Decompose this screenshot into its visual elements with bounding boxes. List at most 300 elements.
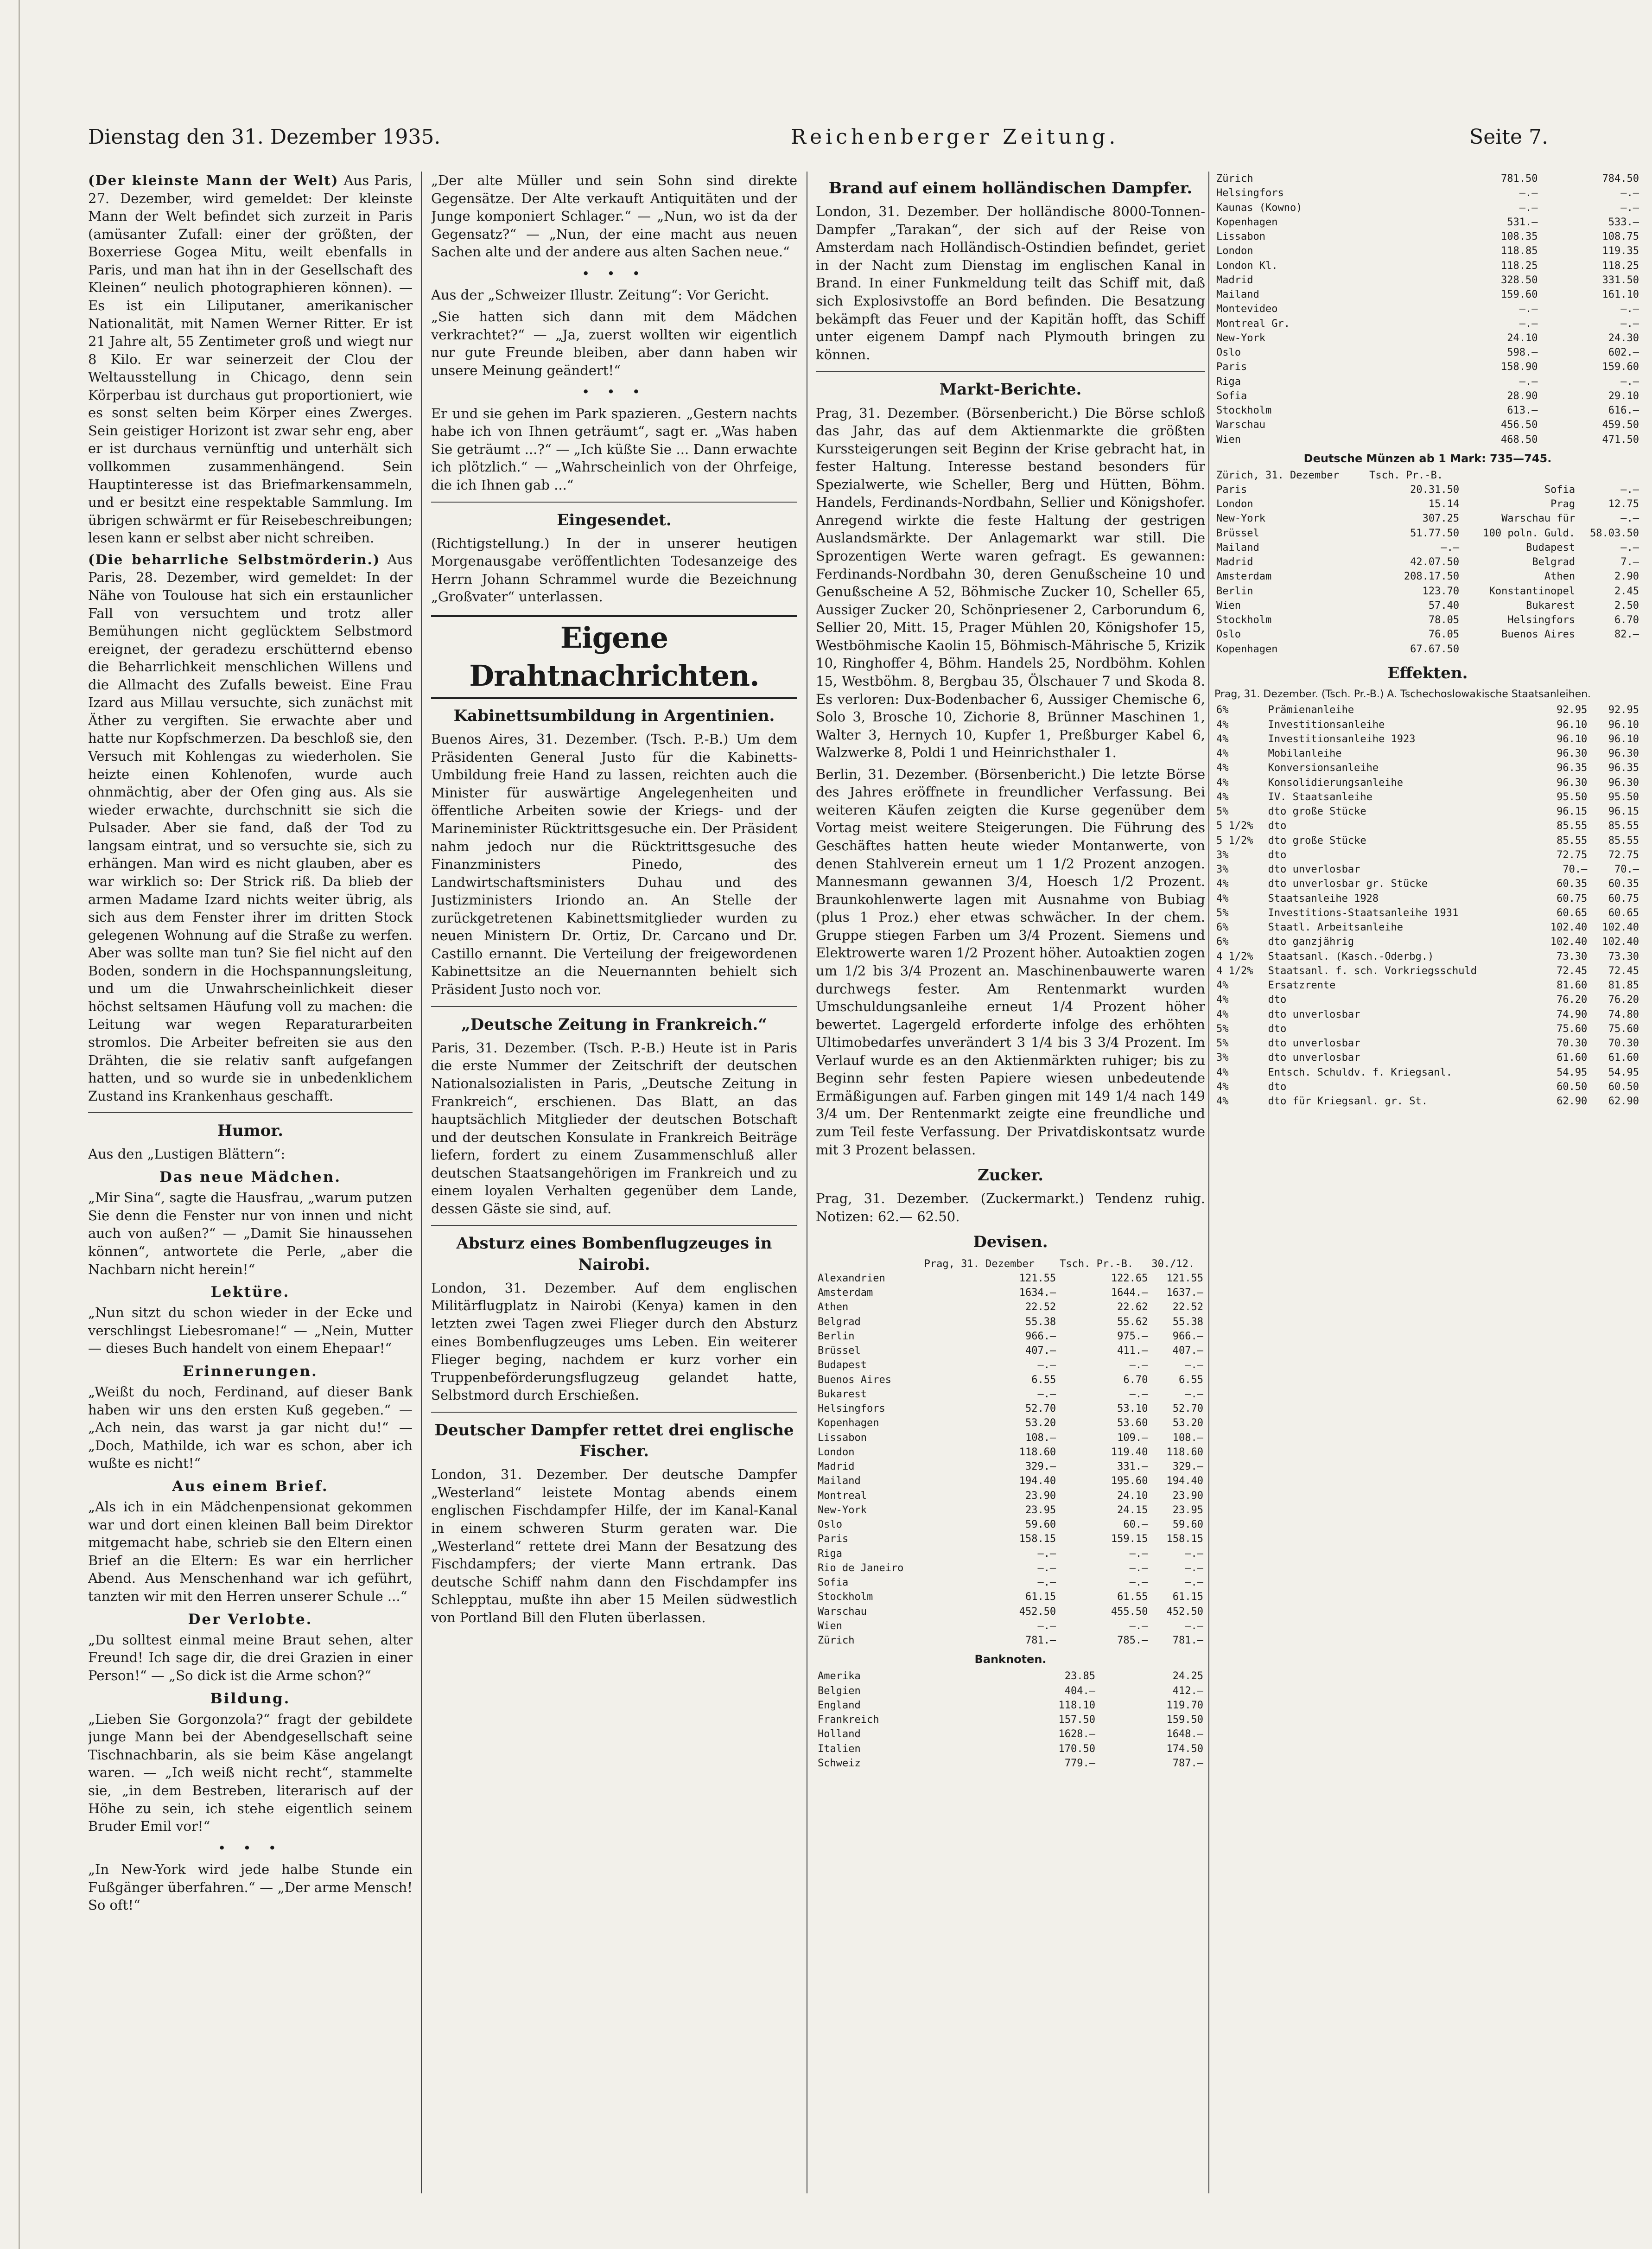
table-cell: Madrid bbox=[818, 1461, 855, 1473]
table-cell: 24.10 bbox=[1117, 1490, 1148, 1502]
table-cell: 329.— bbox=[1172, 1461, 1203, 1473]
table-cell: Paris bbox=[818, 1533, 849, 1545]
table-header-cell bbox=[816, 1257, 922, 1271]
table-row bbox=[816, 1489, 1205, 1503]
table-row bbox=[1214, 906, 1641, 920]
table-row bbox=[816, 1698, 1205, 1713]
table-row bbox=[1214, 1007, 1641, 1022]
anecdote-source: Aus der „Schweizer Illustr. Zeitung“: Vor Gericht. bbox=[431, 287, 769, 303]
column-rule bbox=[421, 172, 422, 2193]
table-cell: 2.50 bbox=[1614, 599, 1639, 612]
table-cell: Sofia bbox=[818, 1577, 849, 1589]
joke-title: Bildung. bbox=[210, 1690, 291, 1707]
table-cell: —.— bbox=[1441, 542, 1460, 554]
separator bbox=[431, 1225, 797, 1226]
table-row bbox=[816, 1575, 1205, 1590]
table-row bbox=[1214, 790, 1641, 804]
table-row bbox=[1214, 360, 1641, 374]
table-cell: 60.75 bbox=[1557, 892, 1588, 905]
table-cell: 61.15 bbox=[1025, 1591, 1056, 1603]
table-cell: 102.40 bbox=[1550, 922, 1588, 934]
table-cell: 533.— bbox=[1608, 216, 1639, 228]
table-cell: 96.30 bbox=[1608, 777, 1639, 789]
table-cell: 452.50 bbox=[1166, 1606, 1203, 1618]
table-cell: 108.35 bbox=[1501, 231, 1538, 242]
table-cell: 60.35 bbox=[1557, 878, 1588, 890]
table-cell: 72.45 bbox=[1608, 965, 1639, 977]
table-cell: 4 1/2% bbox=[1216, 950, 1253, 962]
table-cell: —.— bbox=[1185, 1577, 1203, 1589]
table-cell: 96.10 bbox=[1608, 733, 1639, 745]
table-cell: Staatl. Arbeitsanleihe bbox=[1268, 922, 1404, 934]
table-row bbox=[816, 1633, 1205, 1648]
table-cell: 61.60 bbox=[1557, 1052, 1588, 1064]
table-row bbox=[816, 1300, 1205, 1314]
column-3 bbox=[816, 172, 1205, 2193]
table-cell bbox=[1577, 642, 1641, 656]
table-cell: 72.75 bbox=[1608, 849, 1639, 861]
table-cell: Holland bbox=[818, 1728, 861, 1740]
table-row bbox=[1214, 584, 1641, 599]
table-cell: —.— bbox=[1037, 1548, 1056, 1560]
table-cell: 24.25 bbox=[1172, 1670, 1203, 1682]
table-row bbox=[1214, 718, 1641, 732]
table-cell: Frankreich bbox=[818, 1714, 879, 1726]
table-row bbox=[1214, 331, 1641, 345]
table-cell: 96.30 bbox=[1608, 748, 1639, 760]
article-body: London, 31. Dezember. Der holländische 8000-Tonnen-Dampfer „Tarakan“, der sich auf der Reise von Amsterdam nach Holländisch-Ostindien befindet, geriet in der Nacht zum Dienstag im englischen Kanal in Brand. In einer Funkmeldung teilt das Schiff mit, daß sich Explosivstoffe an Bord befinden. Die Besatzung bekämpft das Feuer und der Kapitän hofft, das Schiff unter eigenem Dampf nach Plymouth bringen zu können. bbox=[816, 204, 1205, 363]
joke-title: Der Verlobte. bbox=[188, 1611, 313, 1628]
table-row bbox=[1214, 703, 1641, 717]
table-cell: 52.70 bbox=[1025, 1403, 1056, 1415]
table-cell: 159.60 bbox=[1501, 289, 1538, 300]
table-row bbox=[1214, 993, 1641, 1007]
table-cell: Kopenhagen bbox=[818, 1417, 879, 1429]
table-cell: 4% bbox=[1216, 762, 1229, 774]
headline: Brand auf einem holländischen Dampfer. bbox=[828, 179, 1193, 198]
table-row bbox=[1214, 201, 1641, 215]
table-cell: dto unverlosbar bbox=[1268, 1038, 1360, 1050]
table-cell: 54.95 bbox=[1608, 1066, 1639, 1078]
table-cell: —.— bbox=[1620, 513, 1639, 525]
table-cell: Staatsanleihe 1928 bbox=[1268, 892, 1379, 905]
securities-table bbox=[1214, 703, 1641, 1109]
table-cell: 4% bbox=[1216, 777, 1229, 789]
sugar-report: Prag, 31. Dezember. (Zuckermarkt.) Tendenz ruhig. Notizen: 62.— 62.50. bbox=[816, 1191, 1205, 1224]
table-cell: 60.50 bbox=[1608, 1081, 1639, 1093]
paragraph-body: Aus Paris, 28. Dezember, wird gemeldet: In der Nähe von Toulouse hat sich ein erstaunlicher Fall von versuchtem und trotz aller Bemühungen nicht geglücktem Selbstmord ereignet, der geradezu erschütternd ebenso die Beharrlichkeit menschlichen Willens und die Allmacht des Zufalls beweist. Eine Frau Izard aus Millau versuchte, sich zunächst mit Äther zu vergiften. Sie erwachte aber und hatte nur Kopfschmerzen. Da beschloß sie, den Versuch mit Kohlengas zu wiederholen. Sie heizte einen Kohlenofen, wurde auch ohnmächtig, aber der Ofen ging aus. Als sie wieder erwachte, durchschnitt sie sich die Pulsader. Aber sie fand, daß der Tod zu langsam eintrat, und so versuchte sie, sich zu erhängen. Man wird es nicht glauben, aber es war wirklich so: Der Strick riß. Da blieb der armen Madame Izard nichts weiter übrig, als sich aus dem Fenster ihrer im dritten Stock gelegenen Wohnung auf die Straße zu werfen. Aber was sollte man tun? Sie fiel nicht auf den Boden, sondern in die Hochspannungsleitung, und um die Unwahrscheinlichkeit dieser höchst seltsamen Häufung voll zu machen: die Leitung war wegen Reparaturarbeiten stromlos. Die Arbeiter befreiten sie aus den Drähten, die sie relativ sanft aufgefangen hatten, und so wurde sie in unbedenklichem Zustand ins Krankenhaus geschafft. bbox=[88, 551, 413, 1104]
table-row bbox=[1214, 511, 1641, 526]
table-cell: 157.50 bbox=[1058, 1714, 1095, 1726]
table-cell: 53.60 bbox=[1117, 1417, 1148, 1429]
table-row bbox=[816, 1561, 1205, 1575]
table-cell: Italien bbox=[818, 1743, 861, 1755]
table-cell: Warschau bbox=[1216, 419, 1265, 431]
table-row bbox=[1214, 287, 1641, 302]
table-cell: —.— bbox=[1519, 303, 1538, 315]
table-cell: 174.50 bbox=[1166, 1743, 1203, 1755]
table-cell: 62.90 bbox=[1608, 1096, 1639, 1108]
table-cell: 331.50 bbox=[1602, 274, 1639, 286]
table-cell: —.— bbox=[1620, 187, 1639, 199]
table-cell: —.— bbox=[1620, 376, 1639, 388]
joke-body: „Mir Sina“, sagte die Hausfrau, „warum putzen Sie denn die Fenster nur von innen und nicht auch von außen?“ — „Damit Sie hinaussehen können“, antwortete die Perle, „aber die Nachbarn nicht herein!“ bbox=[88, 1190, 413, 1277]
table-cell: 5% bbox=[1216, 1038, 1229, 1050]
table-row bbox=[1214, 613, 1641, 627]
table-row bbox=[816, 1387, 1205, 1402]
table-cell: 5% bbox=[1216, 806, 1229, 818]
table-cell: 329.— bbox=[1025, 1461, 1056, 1473]
table-cell: 1644.— bbox=[1111, 1287, 1148, 1299]
table-cell: —.— bbox=[1129, 1548, 1148, 1560]
table-cell: Montreal Gr. bbox=[1216, 318, 1290, 330]
table-cell: 119.35 bbox=[1602, 245, 1639, 257]
table-cell: 61.15 bbox=[1172, 1591, 1203, 1603]
table-cell: 28.90 bbox=[1507, 390, 1538, 402]
article-smallest-man bbox=[88, 172, 413, 547]
table-cell: Amerika bbox=[818, 1670, 861, 1682]
table-cell: Berlin bbox=[1216, 585, 1253, 597]
table-row bbox=[1214, 403, 1641, 418]
table-row bbox=[1214, 418, 1641, 432]
table-cell: —.— bbox=[1620, 202, 1639, 214]
table-cell: Kaunas (Kowno) bbox=[1216, 202, 1303, 214]
joke-body: „Nun sitzt du schon wieder in der Ecke und verschlingst Liebesromane!“ — „Nein, Mutter — dieses Buch handelt von einem Ehepaar!“ bbox=[88, 1305, 413, 1357]
table-cell: 74.90 bbox=[1557, 1008, 1588, 1020]
table-cell: 118.85 bbox=[1501, 245, 1538, 257]
table-cell: Oslo bbox=[1216, 347, 1241, 358]
table-cell: 4% bbox=[1216, 1096, 1229, 1108]
table-row bbox=[1214, 273, 1641, 287]
table-cell: 75.60 bbox=[1608, 1023, 1639, 1035]
separator bbox=[431, 502, 797, 503]
table-row bbox=[1214, 389, 1641, 403]
table-row bbox=[816, 1329, 1205, 1344]
table-cell: 4 1/2% bbox=[1216, 965, 1253, 977]
table-cell: 22.52 bbox=[1025, 1301, 1056, 1313]
table-cell: Paris bbox=[1216, 484, 1247, 496]
table-row bbox=[816, 1727, 1205, 1741]
table-cell: dto bbox=[1268, 849, 1287, 861]
table-cell: 781.— bbox=[1025, 1635, 1056, 1647]
table-cell: 109.— bbox=[1117, 1432, 1148, 1444]
table-cell: 4% bbox=[1216, 1081, 1229, 1093]
separator-dots: • • • bbox=[582, 384, 647, 400]
table-cell: dto für Kriegsanl. gr. St. bbox=[1268, 1096, 1428, 1108]
table-cell: 29.10 bbox=[1608, 390, 1639, 402]
table-row bbox=[1214, 172, 1641, 186]
table-cell: Amsterdam bbox=[1216, 571, 1272, 583]
table-row bbox=[816, 1669, 1205, 1683]
table-cell: 20.31.50 bbox=[1410, 484, 1460, 496]
table-cell: 6.55 bbox=[1031, 1374, 1056, 1386]
table-cell: —.— bbox=[1129, 1359, 1148, 1371]
table-cell: Helsingfors bbox=[818, 1403, 885, 1415]
table-cell: —.— bbox=[1129, 1388, 1148, 1400]
article-body: London, 31. Dezember. Der deutsche Dampfer „Westerland“ leistete Montag abends einem englischen Fischdampfer Hilfe, der im Kanal-Kanal in einem schweren Sturm geraten war. Die „Westerland“ rettete drei Mann der Besatzung des Fischdampfers; der vierte Mann ertrank. Das deutsche Schiff nahm dann den Fischdampfer ins Schlepptau, mußte ihn aber 15 Meilen südwestlich von Portland Bill den Fluten überlassen. bbox=[431, 1466, 797, 1625]
table-cell: —.— bbox=[1037, 1359, 1056, 1371]
table-cell: 4% bbox=[1216, 1066, 1229, 1078]
table-cell: 5% bbox=[1216, 907, 1229, 919]
table-row bbox=[816, 1503, 1205, 1517]
table-row bbox=[1214, 541, 1641, 555]
table-cell: 85.55 bbox=[1608, 820, 1639, 832]
table-cell: dto bbox=[1268, 1023, 1287, 1035]
table-cell: Buenos Aires bbox=[1501, 629, 1576, 641]
table-cell: Prag bbox=[1550, 498, 1576, 510]
table-row bbox=[816, 1431, 1205, 1445]
table-cell: 78.05 bbox=[1428, 614, 1460, 626]
table-row bbox=[816, 1373, 1205, 1387]
table-cell: Amsterdam bbox=[818, 1287, 873, 1299]
market-report-prague: Prag, 31. Dezember. (Börsenbericht.) Die Börse schloß das Jahr, das auf dem Aktienmarkte die größten Kurssteigerungen seit Beginn der Krise gebracht hat, in fester Haltung. Interesse bestand besonders für Spezialwerte, wie Scheller, Berg und Hütten, Böhm. Handels, Ferdinands-Nordbahn, Sellier und Königshofer. Anregend wirkte die feste Haltung der gestrigen Auslandsmärkte. Der Anlagemarkt war still. Die Sprozentigen Werte waren gefragt. Es gewannen: Ferdinands-Nordbahn 30, deren Genußscheine 10 und Genußscheine A 52, Böhmische Zucker 10, Scheller 65, Aussiger Zucker 20, Schönpriesener 2, Carborundum 6, Sellier 20, Mitt. 15, Prager Mühlen 20, Königshofer 15, Westböhmische Kaolin 15, Böhmisch-Mährische 5, Krizik 10, Ringhoffer 4, Böhm. Handels 25, Nordböhm. Kohlen 15, Westböhm. 8, Bergbau 35, Ölschauer 7 und Skoda 8. Es verloren: Dux-Bodenbacher 6, Aussiger Chemische 6, Solo 3, Brosche 10, Zichorie 8, Brünner Maschinen 1, Walter 3, Hernych 10, Kupfer 1, Preßburger Kabel 6, Walzwerke 8, Poldi 1 und Heinrichsthaler 1. bbox=[816, 405, 1205, 761]
table-cell: 24.30 bbox=[1608, 332, 1639, 344]
table-row bbox=[816, 1358, 1205, 1372]
table-cell: 975.— bbox=[1117, 1330, 1148, 1342]
table-row bbox=[816, 1315, 1205, 1329]
table-cell: 73.30 bbox=[1608, 950, 1639, 962]
table-cell: 55.38 bbox=[1172, 1316, 1203, 1328]
table-row bbox=[1214, 244, 1641, 258]
table-cell: New-York bbox=[818, 1504, 867, 1516]
table-cell: dto große Stücke bbox=[1268, 835, 1366, 847]
headline: Kabinettsumbildung in Argentinien. bbox=[453, 706, 775, 725]
table-cell: 195.60 bbox=[1111, 1475, 1148, 1487]
column-4 bbox=[1214, 172, 1641, 2193]
column-rule bbox=[1208, 172, 1209, 2193]
table-row bbox=[1214, 877, 1641, 891]
table-cell: 55.62 bbox=[1117, 1316, 1148, 1328]
table-cell: 161.10 bbox=[1602, 289, 1639, 300]
table-cell: 118.25 bbox=[1501, 260, 1538, 272]
table-cell: 602.— bbox=[1608, 347, 1639, 358]
table-cell: —.— bbox=[1129, 1620, 1148, 1632]
table-cell: 158.15 bbox=[1166, 1533, 1203, 1545]
table-row bbox=[1214, 1094, 1641, 1109]
table-cell: 471.50 bbox=[1602, 433, 1639, 446]
table-cell: 24.15 bbox=[1117, 1504, 1148, 1516]
page-header bbox=[88, 118, 1548, 155]
table-cell: —.— bbox=[1037, 1388, 1056, 1400]
table-cell: 96.30 bbox=[1557, 777, 1588, 789]
table-cell: 784.50 bbox=[1602, 173, 1639, 185]
table-cell: 1634.— bbox=[1019, 1287, 1056, 1299]
joke-body: „Als ich in ein Mädchenpensionat gekommen war und dort einen kleinen Ball beim Direktor mitgemacht habe, schrieb sie den Eltern einen Brief an die Eltern: Es war ein herrlicher Abend. Aus Menschenhand war ich geführt, tanzten wir mit den Herren unserer Schule ...“ bbox=[88, 1499, 413, 1605]
table-cell: Investitionsanleihe bbox=[1268, 719, 1385, 731]
table-row bbox=[816, 1459, 1205, 1474]
table-row bbox=[816, 1344, 1205, 1358]
table-cell: 4% bbox=[1216, 791, 1229, 803]
table-cell: Athen bbox=[1544, 571, 1576, 583]
headline: Absturz eines Bombenflugzeuges in Nairobi. bbox=[456, 1234, 772, 1274]
table-cell: 96.10 bbox=[1608, 719, 1639, 731]
table-row bbox=[1214, 892, 1641, 906]
table-row bbox=[1214, 599, 1641, 613]
table-header-cell: 30./12. bbox=[1151, 1258, 1195, 1270]
table-row bbox=[1214, 215, 1641, 229]
table-row bbox=[1214, 1022, 1641, 1036]
table-cell: Konstantinopel bbox=[1489, 585, 1576, 597]
table-cell: —.— bbox=[1620, 318, 1639, 330]
joke-body: „Lieben Sie Gorgonzola?“ fragt der gebildete junge Mann bei der Abendgesellschaft seine Tischnachbarin, als sie beim Käse angelangt waren. — „Ich weiß nicht recht“, stammelte sie, „in dem Bestreben, literarisch auf der Höhe zu sein, ich stehe eigentlich seinem Bruder Emil vor!“ bbox=[88, 1711, 413, 1835]
table-cell: Zürich bbox=[1216, 173, 1253, 185]
table-row bbox=[816, 1474, 1205, 1488]
table-cell: 54.95 bbox=[1557, 1066, 1588, 1078]
humor-source: Aus den „Lustigen Blättern“: bbox=[88, 1146, 286, 1162]
table-cell: 4% bbox=[1216, 733, 1229, 745]
section-title-sugar: Zucker. bbox=[977, 1166, 1044, 1185]
table-cell: 613.— bbox=[1507, 405, 1538, 416]
table-cell: 468.50 bbox=[1501, 433, 1538, 446]
table-row bbox=[816, 1605, 1205, 1619]
table-cell: 118.25 bbox=[1602, 260, 1639, 272]
table-cell: 331.— bbox=[1117, 1461, 1148, 1473]
table-row bbox=[1214, 964, 1641, 978]
table-cell: Montevideo bbox=[1216, 303, 1278, 315]
table-header-cell: Tsch. Pr.-B. bbox=[1369, 469, 1443, 481]
table-cell: 531.— bbox=[1507, 216, 1538, 228]
table-cell: 76.20 bbox=[1608, 994, 1639, 1006]
table-cell: 785.— bbox=[1117, 1635, 1148, 1647]
table-cell: dto unverlosbar gr. Stücke bbox=[1268, 878, 1428, 890]
table-cell: 4% bbox=[1216, 980, 1229, 992]
table-cell: 4% bbox=[1216, 1008, 1229, 1020]
table-cell: Belgrad bbox=[1532, 556, 1576, 568]
table-cell: —.— bbox=[1037, 1577, 1056, 1589]
table-cell: 7.— bbox=[1620, 556, 1639, 568]
table-cell: Brüssel bbox=[818, 1345, 861, 1357]
table-cell: dto große Stücke bbox=[1268, 806, 1366, 818]
table-cell: 118.60 bbox=[1019, 1446, 1056, 1458]
table-cell: IV. Staatsanleihe bbox=[1268, 791, 1372, 803]
table-cell: 61.55 bbox=[1117, 1591, 1148, 1603]
table-cell: Sofia bbox=[1544, 484, 1576, 496]
table-row bbox=[1214, 819, 1641, 833]
table-row bbox=[816, 1684, 1205, 1698]
table-cell: 67.67.50 bbox=[1410, 643, 1460, 655]
table-row bbox=[1214, 302, 1641, 316]
table-cell: 22.62 bbox=[1117, 1301, 1148, 1313]
table-cell: Budapest bbox=[818, 1359, 867, 1371]
table-cell: 24.10 bbox=[1507, 332, 1538, 344]
table-cell: Bukarest bbox=[818, 1388, 867, 1400]
table-row bbox=[816, 1742, 1205, 1756]
table-cell: 62.90 bbox=[1557, 1096, 1588, 1108]
table-cell: 170.50 bbox=[1058, 1743, 1095, 1755]
table-cell: 6% bbox=[1216, 704, 1229, 716]
table-cell: 5 1/2% bbox=[1216, 820, 1253, 832]
table-cell: 208.17.50 bbox=[1404, 571, 1460, 583]
table-cell: 60.35 bbox=[1608, 878, 1639, 890]
table-cell: 4% bbox=[1216, 719, 1229, 731]
table-cell: Investitionsanleihe 1923 bbox=[1268, 733, 1416, 745]
table-cell: —.— bbox=[1519, 187, 1538, 199]
table-cell: Helsingfors bbox=[1507, 614, 1576, 626]
table-row bbox=[1214, 569, 1641, 584]
table-cell: Madrid bbox=[1216, 274, 1253, 286]
table-cell: Schweiz bbox=[818, 1757, 861, 1769]
headline: „Deutsche Zeitung in Frankreich.“ bbox=[461, 1015, 767, 1034]
table-cell: Mailand bbox=[1216, 542, 1259, 554]
table-cell: 2.90 bbox=[1614, 571, 1639, 583]
table-cell: 57.40 bbox=[1428, 599, 1460, 612]
table-cell: —.— bbox=[1037, 1620, 1056, 1632]
table-cell: 119.40 bbox=[1111, 1446, 1148, 1458]
table-row bbox=[816, 1590, 1205, 1604]
table-row bbox=[1214, 848, 1641, 862]
table-row bbox=[816, 1286, 1205, 1300]
table-row bbox=[816, 1713, 1205, 1727]
scan-edge-strip bbox=[0, 0, 20, 2249]
table-cell: 1628.— bbox=[1058, 1728, 1095, 1740]
table-cell: 1637.— bbox=[1166, 1287, 1203, 1299]
table-cell: Belgien bbox=[818, 1685, 861, 1697]
table-cell: 194.40 bbox=[1166, 1475, 1203, 1487]
table-cell: 96.35 bbox=[1557, 762, 1588, 774]
table-cell: 81.60 bbox=[1557, 980, 1588, 992]
table-cell: Athen bbox=[818, 1301, 849, 1313]
table-row bbox=[1214, 555, 1641, 569]
table-cell: 404.— bbox=[1064, 1685, 1095, 1697]
table-row bbox=[1214, 746, 1641, 761]
table-cell: London bbox=[1216, 498, 1253, 510]
table-cell: dto unverlosbar bbox=[1268, 864, 1360, 876]
headline: Deutscher Dampfer rettet drei englische Fischer. bbox=[434, 1421, 794, 1461]
table-cell: Wien bbox=[1216, 433, 1241, 446]
table-cell: 96.30 bbox=[1557, 748, 1588, 760]
table-cell: 53.10 bbox=[1117, 1403, 1148, 1415]
table-header-cell: Tsch. Pr.-B. bbox=[1060, 1258, 1134, 1270]
table-cell: 70.— bbox=[1563, 864, 1588, 876]
table-cell: 159.60 bbox=[1602, 361, 1639, 373]
table-cell: 53.20 bbox=[1172, 1417, 1203, 1429]
table-row bbox=[1214, 920, 1641, 935]
table-cell: London bbox=[818, 1446, 855, 1458]
table-cell: Mailand bbox=[1216, 289, 1259, 300]
table-cell: Entsch. Schuldv. f. Kriegsanl. bbox=[1268, 1066, 1453, 1078]
table-cell: 23.95 bbox=[1172, 1504, 1203, 1516]
table-row bbox=[1214, 483, 1641, 497]
table-cell: New-York bbox=[1216, 513, 1265, 525]
table-cell: —.— bbox=[1037, 1562, 1056, 1574]
table-cell: Konsolidierungsanleihe bbox=[1268, 777, 1404, 789]
table-cell: Investitions-Staatsanleihe 1931 bbox=[1268, 907, 1459, 919]
table-row bbox=[816, 1532, 1205, 1546]
table-row bbox=[816, 1619, 1205, 1633]
section-title-market: Markt-Berichte. bbox=[939, 380, 1082, 399]
anecdote: „Sie hatten sich dann mit dem Mädchen verkrachtet?“ — „Ja, zuerst wollten wir eigentlich nur gute Freunde bleiben, aber dann haben wir unsere Meinung geändert!“ bbox=[431, 308, 797, 378]
table-cell: Staatsanl. (Kasch.-Oderbg.) bbox=[1268, 950, 1434, 962]
table-row bbox=[1214, 834, 1641, 848]
table-cell: 55.38 bbox=[1025, 1316, 1056, 1328]
table-cell: 22.52 bbox=[1172, 1301, 1203, 1313]
table-cell: Stockholm bbox=[1216, 614, 1272, 626]
table-cell: 158.15 bbox=[1019, 1533, 1056, 1545]
section-title-humor: Humor. bbox=[217, 1121, 284, 1140]
table-cell: 96.15 bbox=[1608, 806, 1639, 818]
table-cell: 122.65 bbox=[1111, 1272, 1148, 1284]
table-cell: 75.60 bbox=[1557, 1023, 1588, 1035]
table-cell: 52.70 bbox=[1172, 1403, 1203, 1415]
table-cell: 966.— bbox=[1172, 1330, 1203, 1342]
table-cell: 76.20 bbox=[1557, 994, 1588, 1006]
table-header bbox=[1214, 468, 1641, 483]
table-cell: —.— bbox=[1185, 1620, 1203, 1632]
table-row bbox=[1214, 1080, 1641, 1094]
table-cell: 95.50 bbox=[1557, 791, 1588, 803]
table-cell: dto bbox=[1268, 1081, 1287, 1093]
table-cell: 60.65 bbox=[1557, 907, 1588, 919]
